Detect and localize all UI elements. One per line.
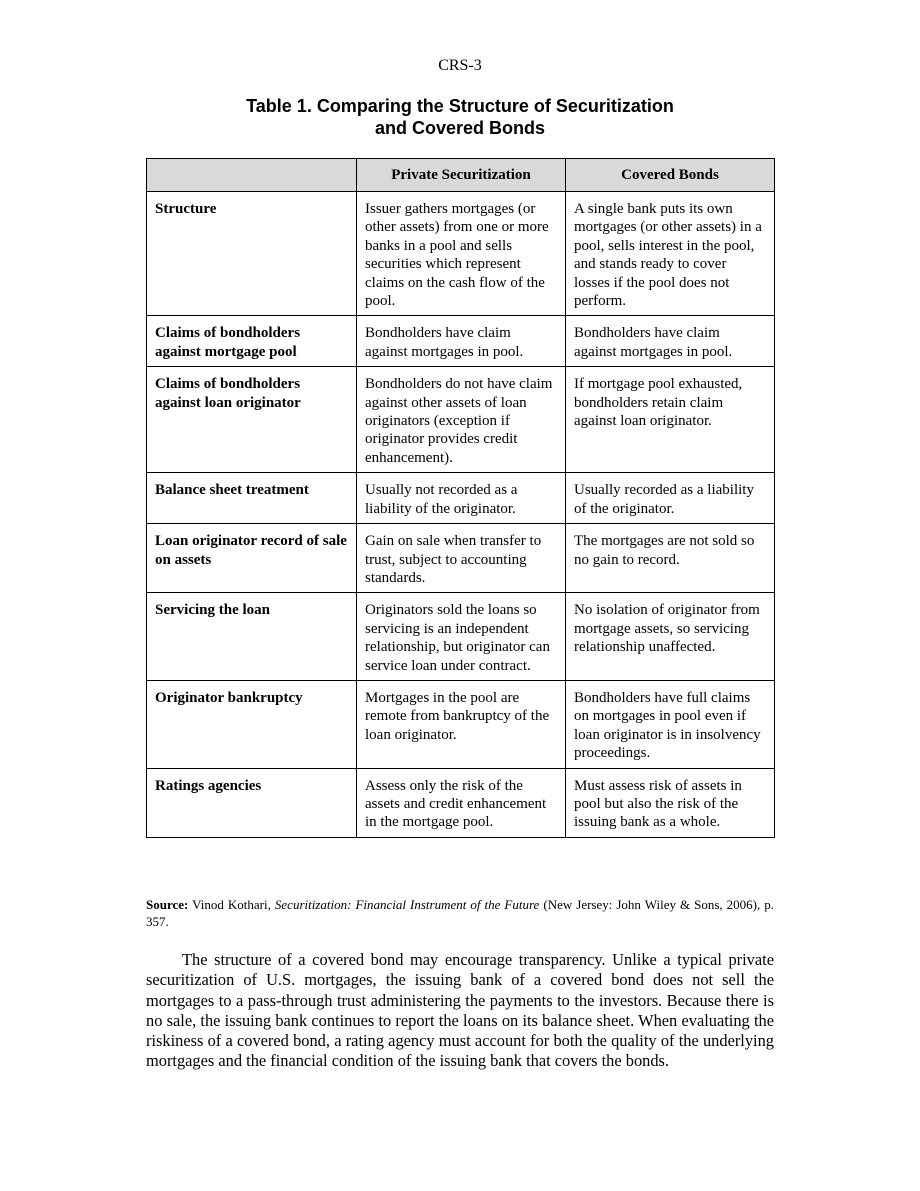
table-header-row	[147, 159, 775, 192]
table-row	[147, 593, 775, 681]
source-label: Source:	[146, 897, 189, 912]
cell-covered: If mortgage pool exhausted, bondholders retain claim against loan originator.	[566, 367, 775, 473]
table-row	[147, 524, 775, 593]
row-label: Balance sheet treatment	[147, 473, 357, 524]
cell-private: Mortgages in the pool are remote from bankruptcy of the loan originator.	[357, 680, 566, 768]
row-label: Claims of bondholders against mortgage pool	[147, 316, 357, 367]
source-rest: (New Jersey: John Wiley & Sons, 2006), p. 357.	[146, 897, 775, 929]
row-label: Claims of bondholders against loan originator	[147, 367, 357, 473]
body-paragraph: The structure of a covered bond may encourage transparency. Unlike a typical private securitization of U.S. mortgages, the issuing bank of a covered bond does not sell the mortgages to a pass-through trust administering the payments to the investors. Because there is no sale, the issuing bank continues to report the loans on its balance sheet. When evaluating the riskiness of a covered bond, a rating agency must account for both the quality of the underlying mortgages and the financial condition of the issuing bank that covers the bonds.	[146, 950, 774, 1071]
table-row	[147, 680, 775, 768]
cell-covered: Bondholders have full claims on mortgages in pool even if loan originator is in insolvency proceedings.	[566, 680, 775, 768]
cell-covered: No isolation of originator from mortgage assets, so servicing relationship unaffected.	[566, 593, 775, 681]
cell-private: Usually not recorded as a liability of the originator.	[357, 473, 566, 524]
cell-covered: Must assess risk of assets in pool but also the risk of the issuing bank as a whole.	[566, 768, 775, 837]
cell-private: Gain on sale when transfer to trust, subject to accounting standards.	[357, 524, 566, 593]
row-label: Servicing the loan	[147, 593, 357, 681]
comparison-table	[146, 158, 775, 838]
cell-private: Bondholders do not have claim against other assets of loan originators (exception if originator provides credit enhancement).	[357, 367, 566, 473]
cell-private: Bondholders have claim against mortgages in pool.	[357, 316, 566, 367]
row-label: Ratings agencies	[147, 768, 357, 837]
cell-covered: Usually recorded as a liability of the originator.	[566, 473, 775, 524]
source-title: Securitization: Financial Instrument of the Future	[274, 897, 540, 912]
cell-private: Issuer gathers mortgages (or other assets) from one or more banks in a pool and sells securities which represent claims on the cash flow of the pool.	[357, 192, 566, 316]
table-row	[147, 192, 775, 316]
cell-private: Assess only the risk of the assets and credit enhancement in the mortgage pool.	[357, 768, 566, 837]
cell-covered: Bondholders have claim against mortgages in pool.	[566, 316, 775, 367]
cell-covered: The mortgages are not sold so no gain to record.	[566, 524, 775, 593]
table-title-line-1: Table 1. Comparing the Structure of Securitization	[246, 96, 674, 116]
header-cell-empty	[147, 159, 357, 192]
header-private-securitization: Private Securitization	[357, 159, 566, 192]
table-row	[147, 367, 775, 473]
cell-covered: A single bank puts its own mortgages (or other assets) in a pool, sells interest in the pool, and stands ready to cover losses if the pool does not perform.	[566, 192, 775, 316]
cell-private: Originators sold the loans so servicing is an independent relationship, but originator can service loan under contract.	[357, 593, 566, 681]
header-covered-bonds: Covered Bonds	[566, 159, 775, 192]
table-title	[0, 95, 920, 139]
source-author: Vinod Kothari,	[192, 897, 271, 912]
source-note	[146, 896, 774, 930]
page-header: CRS-3	[438, 57, 482, 74]
row-label: Loan originator record of sale on assets	[147, 524, 357, 593]
table-row	[147, 473, 775, 524]
row-label: Structure	[147, 192, 357, 316]
table-row	[147, 768, 775, 837]
table-row	[147, 316, 775, 367]
row-label: Originator bankruptcy	[147, 680, 357, 768]
table-title-line-2: and Covered Bonds	[374, 118, 546, 138]
